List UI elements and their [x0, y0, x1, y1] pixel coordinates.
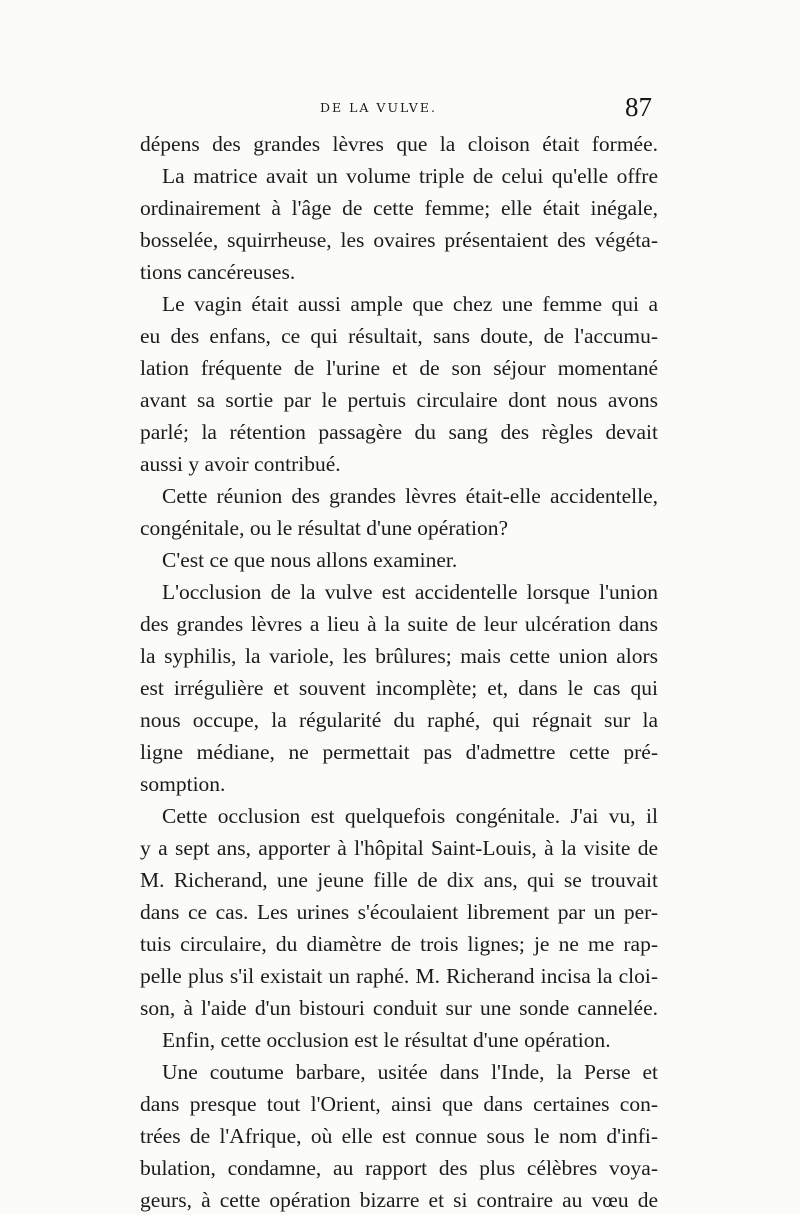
- text-line: des grandes lèvres a lieu à la suite de leur ulcération dans: [140, 612, 658, 636]
- text-line: bosselée, squirrheuse, les ovaires présentaient des végéta-: [140, 228, 658, 252]
- text-line: y a sept ans, apporter à l'hôpital Saint-Louis, à la visite de: [140, 836, 658, 860]
- text-line: pelle plus s'il existait un raphé. M. Richerand incisa la cloi-: [140, 964, 658, 988]
- text-line: Enfin, cette occlusion est le résultat d'une opération.: [162, 1028, 611, 1052]
- text-line: ligne médiane, ne permettait pas d'admettre cette pré-: [140, 740, 658, 764]
- text-line: la syphilis, la variole, les brûlures; mais cette union alors: [140, 644, 658, 668]
- text-line: M. Richerand, une jeune fille de dix ans, qui se trouvait: [140, 868, 658, 892]
- text-line: bulation, condamne, au rapport des plus célèbres voya-: [140, 1156, 658, 1180]
- text-line: tuis circulaire, du diamètre de trois lignes; je ne me rap-: [140, 932, 658, 956]
- text-line: trées de l'Afrique, où elle est connue sous le nom d'infi-: [140, 1124, 658, 1148]
- running-header: [140, 92, 656, 126]
- text-line: son, à l'aide d'un bistouri conduit sur une sonde cannelée.: [140, 996, 658, 1020]
- text-line: L'occlusion de la vulve est accidentelle lorsque l'union: [162, 580, 658, 604]
- text-line: Cette occlusion est quelquefois congénitale. J'ai vu, il: [162, 804, 658, 828]
- text-line: aussi y avoir contribué.: [140, 452, 341, 476]
- text-line: eu des enfans, ce qui résultait, sans doute, de l'accumu-: [140, 324, 658, 348]
- text-line: lation fréquente de l'urine et de son séjour momentané: [140, 356, 658, 380]
- text-line: nous occupe, la régularité du raphé, qui régnait sur la: [140, 708, 658, 732]
- text-line: dépens des grandes lèvres que la cloison était formée.: [140, 132, 658, 156]
- text-line: geurs, à cette opération bizarre et si contraire au vœu de: [140, 1188, 658, 1212]
- text-line: ordinairement à l'âge de cette femme; elle était inégale,: [140, 196, 658, 220]
- text-line: tions cancéreuses.: [140, 260, 296, 284]
- text-line: est irrégulière et souvent incomplète; et, dans le cas qui: [140, 676, 658, 700]
- text-line: parlé; la rétention passagère du sang des règles devait: [140, 420, 658, 444]
- running-title: DE LA VULVE.: [320, 100, 437, 115]
- body-text: [140, 128, 658, 1216]
- text-line: Le vagin était aussi ample que chez une femme qui a: [162, 292, 658, 316]
- text-line: congénitale, ou le résultat d'une opération?: [140, 516, 509, 540]
- text-line: Cette réunion des grandes lèvres était-elle accidentelle,: [162, 484, 658, 508]
- text-line: avant sa sortie par le pertuis circulaire dont nous avons: [140, 388, 658, 412]
- page-number: 87: [625, 92, 652, 122]
- text-line: La matrice avait un volume triple de celui qu'elle offre: [162, 164, 658, 188]
- text-line: Une coutume barbare, usitée dans l'Inde, la Perse et: [162, 1060, 658, 1084]
- text-line: dans ce cas. Les urines s'écoulaient librement par un per-: [140, 900, 658, 924]
- text-line: dans presque tout l'Orient, ainsi que dans certaines con-: [140, 1092, 658, 1116]
- text-line: C'est ce que nous allons examiner.: [162, 548, 458, 572]
- text-line: somption.: [140, 772, 226, 796]
